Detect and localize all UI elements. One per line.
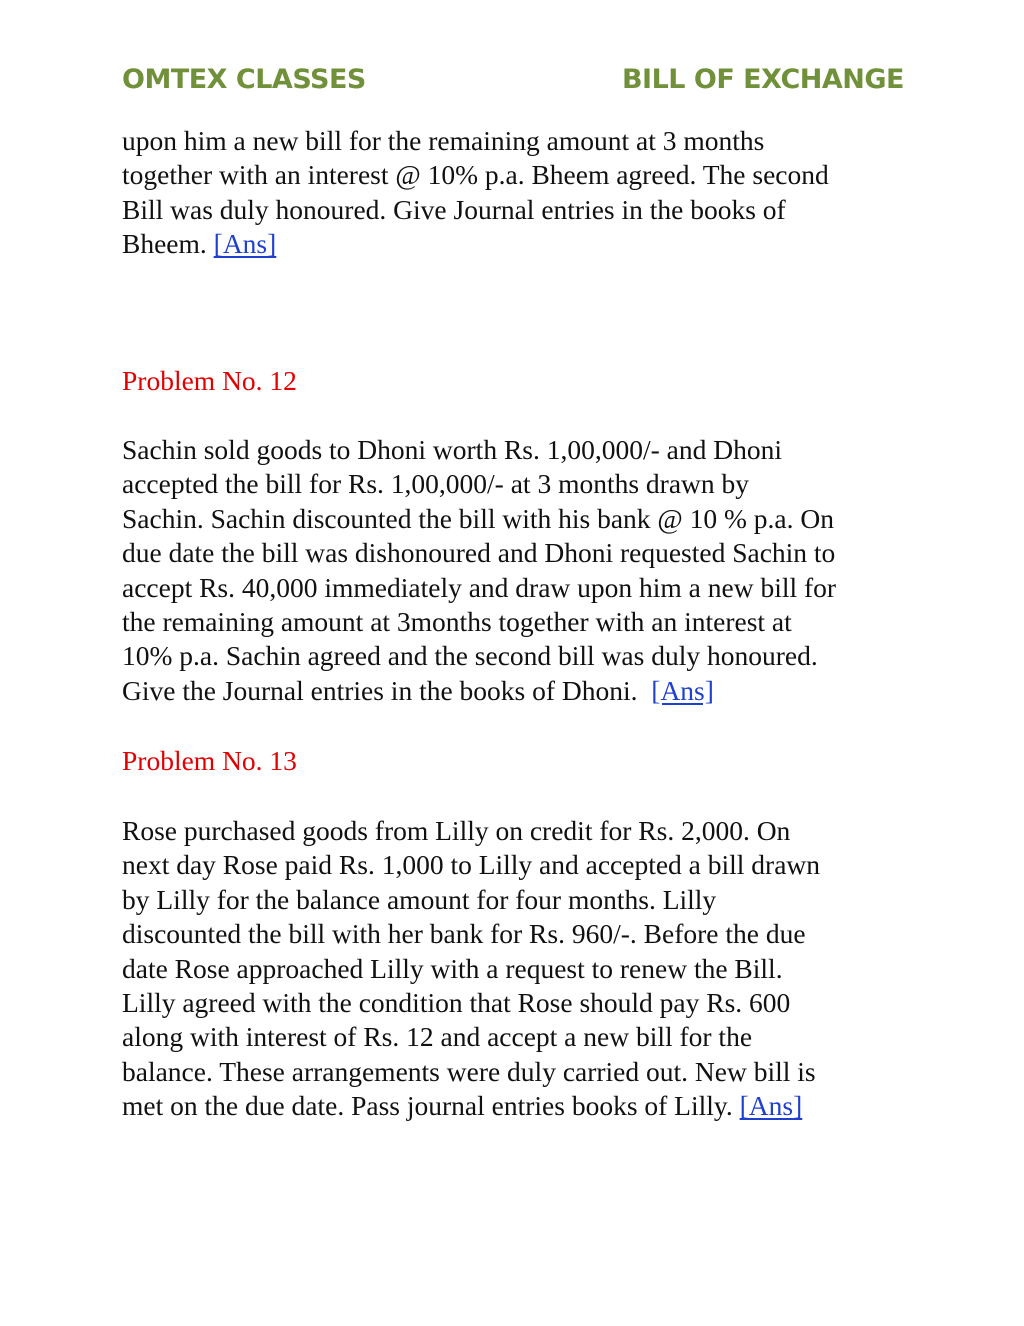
paragraph-line-text: Bheem. [122,228,207,260]
paragraph-line: Sachin sold goods to Dhoni worth Rs. 1,00,000/- and Dhoni [122,434,782,465]
paragraph-line: by Lilly for the balance amount for four months. Lilly [122,883,717,915]
answer-link[interactable]: [Ans] [739,1090,803,1122]
paragraph-line-text: met on the due date. Pass journal entries books of Lilly. [122,1090,733,1122]
problem-12-heading: Problem No. 12 [122,365,297,396]
page-header [122,64,904,104]
paragraph-line-last [122,1089,922,1123]
paragraph-line: Lilly agreed with the condition that Rose should pay Rs. 600 [122,987,791,1019]
paragraph-line: Bill was duly honoured. Give Journal entries in the books of [122,193,786,225]
paragraph-line: 10% p.a. Sachin agreed and the second bill was duly honoured. [122,640,818,672]
intro-paragraph [122,124,922,262]
paragraph-line: discounted the bill with her bank for Rs. 960/-. Before the due [122,918,806,950]
paragraph-line: date Rose approached Lilly with a request to renew the Bill. [122,952,783,984]
paragraph-line: the remaining amount at 3months together with an interest at [122,606,792,638]
header-left-title: OMTEX CLASSES [122,64,366,95]
paragraph-line: upon him a new bill for the remaining amount at 3 months [122,125,765,156]
paragraph-line: along with interest of Rs. 12 and accept a new bill for the [122,1021,753,1053]
answer-link[interactable]: [Ans] [651,674,714,706]
paragraph-line-last [122,674,922,708]
paragraph-line: Rose purchased goods from Lilly on credit for Rs. 2,000. On [122,815,791,846]
paragraph-line: accept Rs. 40,000 immediately and draw upon him a new bill for [122,571,837,603]
answer-link[interactable]: [Ans] [213,228,277,260]
problem-13-paragraph [122,814,922,1124]
header-right-title: BILL OF EXCHANGE [621,64,904,95]
paragraph-line: Sachin. Sachin discounted the bill with his bank @ 10 % p.a. On [122,502,834,534]
paragraph-line-text: Give the Journal entries in the books of Dhoni. [122,674,638,706]
problem-12-paragraph [122,433,922,708]
paragraph-line-last [122,227,922,261]
paragraph-line: together with an interest @ 10% p.a. Bheem agreed. The second [122,159,829,191]
problem-13-heading: Problem No. 13 [122,745,297,776]
paragraph-line: accepted the bill for Rs. 1,00,000/- at 3 months drawn by [122,468,750,500]
paragraph-line: due date the bill was dishonoured and Dhoni requested Sachin to [122,537,836,569]
paragraph-line: balance. These arrangements were duly carried out. New bill is [122,1055,816,1087]
paragraph-line: next day Rose paid Rs. 1,000 to Lilly and accepted a bill drawn [122,849,821,881]
